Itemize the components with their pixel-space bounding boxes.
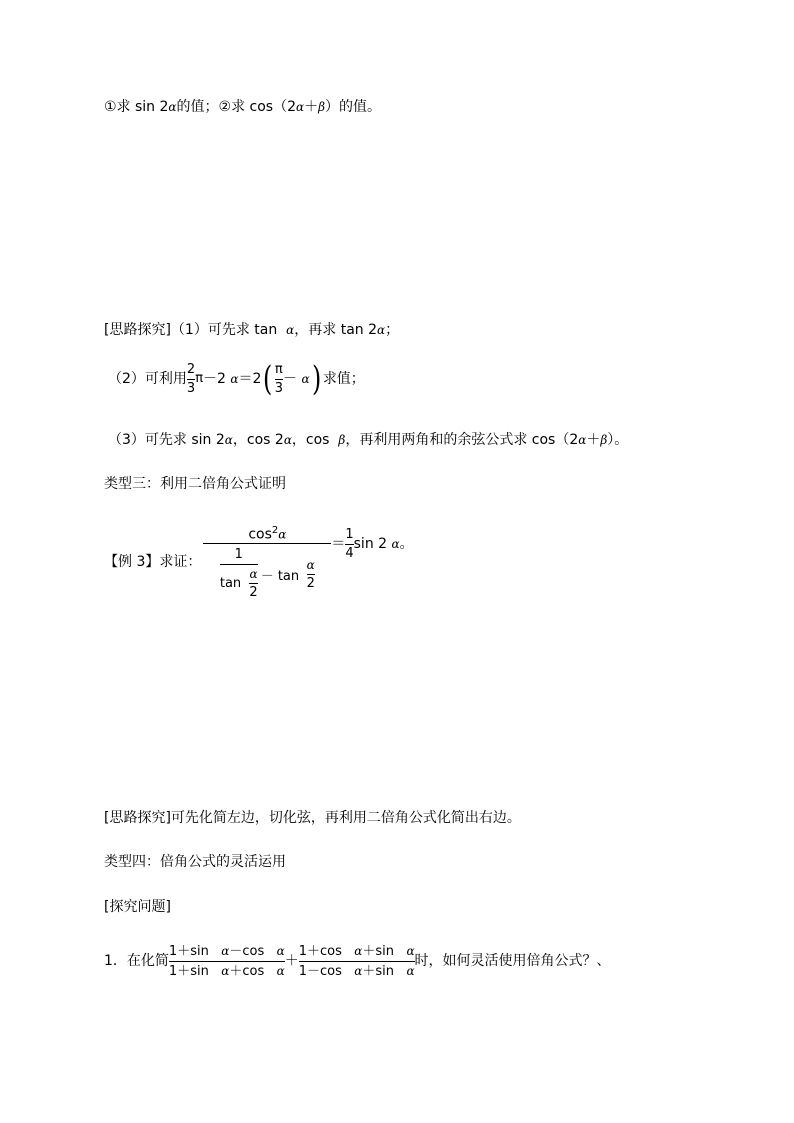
- alpha-symbol: α: [406, 963, 415, 978]
- alpha-symbol: α: [230, 372, 239, 386]
- denominator: [169, 962, 285, 981]
- denominator: [299, 962, 415, 981]
- alpha-symbol: α: [301, 372, 310, 386]
- denominator: 3: [186, 380, 196, 396]
- text: ；: [385, 322, 400, 338]
- section-title-type4: [104, 852, 286, 872]
- alpha-symbol: α: [306, 557, 315, 572]
- explore-title: [104, 897, 171, 917]
- alpha-symbol: α: [278, 527, 287, 542]
- text: [探究问题]: [104, 899, 171, 915]
- text: ＋: [586, 432, 601, 448]
- text: （3）可先求 sin 2: [108, 432, 225, 448]
- example-3: [104, 512, 414, 612]
- alpha-symbol: α: [221, 963, 230, 978]
- text: 类型三：利用二倍角公式证明: [104, 476, 286, 492]
- half-alpha: [307, 556, 315, 593]
- text: 时，如何灵活使用倍角公式？、: [414, 953, 611, 969]
- text: ，cos: [291, 432, 330, 448]
- denominator: 2: [306, 575, 315, 591]
- alpha-symbol: α: [377, 323, 386, 337]
- beta-symbol: β: [600, 433, 608, 447]
- hint-line-3: [108, 430, 628, 450]
- alpha-symbol: α: [286, 323, 295, 337]
- pi-symbol: π: [195, 371, 204, 386]
- right-paren: ): [311, 359, 321, 399]
- text: ，cos 2: [232, 432, 284, 448]
- text: [思路探究]可先化简左边，切化弦，再利用二倍角公式化简出右边。: [104, 810, 521, 826]
- text: 【例 3】求证：: [104, 554, 202, 570]
- text: 1＋cos: [298, 943, 342, 959]
- text: ）。: [607, 432, 629, 448]
- text: －cos: [229, 943, 265, 959]
- inner-fraction: [220, 546, 258, 602]
- alpha-symbol: α: [249, 567, 258, 582]
- denominator: 2: [249, 585, 258, 601]
- text: 1．在化简: [104, 953, 169, 969]
- text: 1－cos: [298, 963, 342, 979]
- denominator: [220, 546, 315, 602]
- text: ①求 sin 2: [104, 99, 169, 115]
- text: ＋cos: [229, 963, 265, 979]
- numerator: 1: [345, 526, 354, 542]
- denominator: 3: [274, 380, 283, 396]
- beta-symbol: β: [338, 433, 346, 447]
- alpha-symbol: α: [283, 433, 292, 447]
- alpha-symbol: α: [354, 943, 363, 958]
- question-line: [104, 97, 381, 117]
- fraction-bar: [203, 543, 331, 544]
- text: （2）可利用: [108, 371, 187, 387]
- beta-symbol: β: [318, 100, 326, 114]
- hint-line-1: [104, 320, 399, 340]
- text: ，再利用两角和的余弦公式求 cos（2: [345, 432, 579, 448]
- fraction-quarter: [345, 526, 353, 563]
- numerator: [299, 942, 415, 961]
- alpha-symbol: α: [221, 943, 230, 958]
- text: sin 2: [353, 536, 388, 552]
- denominator: [220, 565, 258, 602]
- text: －: [282, 371, 297, 387]
- fraction-2: [299, 942, 415, 981]
- alpha-symbol: α: [354, 963, 363, 978]
- main-fraction: [203, 522, 331, 603]
- text: 求值；: [322, 371, 365, 387]
- text: ）的值。: [325, 99, 382, 115]
- denominator: 4: [345, 545, 354, 561]
- text: 的值；②求 cos（2: [176, 99, 296, 115]
- fraction-1: [169, 942, 285, 981]
- alpha-symbol: α: [406, 943, 415, 958]
- text: ＋sin: [362, 943, 395, 959]
- text: 类型四：倍角公式的灵活运用: [104, 854, 286, 870]
- numerator: [169, 942, 285, 961]
- text: ＝: [331, 536, 346, 552]
- alpha-symbol: α: [391, 537, 400, 551]
- alpha-symbol: α: [168, 100, 177, 114]
- question-1: [104, 938, 611, 984]
- text: ＋sin: [362, 963, 395, 979]
- alpha-symbol: α: [224, 433, 233, 447]
- alpha-symbol: α: [296, 100, 305, 114]
- text: 。: [399, 536, 414, 552]
- alpha-symbol: α: [578, 433, 587, 447]
- text: －2: [203, 371, 226, 387]
- half-alpha: [249, 565, 257, 602]
- text: [思路探究]（1）可先求 tan: [104, 322, 278, 338]
- text: tan: [219, 575, 242, 591]
- text: － tan: [260, 568, 300, 584]
- numerator: 1: [234, 547, 243, 563]
- hint-line-4: [104, 808, 521, 828]
- text: ＋: [284, 953, 299, 969]
- text: 1＋sin: [168, 963, 209, 979]
- text: 1＋sin: [168, 943, 209, 959]
- alpha-symbol: α: [276, 943, 285, 958]
- fraction-pi-third: [275, 361, 283, 398]
- fraction-two-thirds: [187, 361, 195, 398]
- superscript: 2: [271, 524, 279, 536]
- alpha-symbol: α: [276, 963, 285, 978]
- hint-line-2: [108, 357, 365, 401]
- numerator: π: [274, 361, 283, 377]
- section-title-type3: [104, 474, 286, 494]
- left-paren: (: [263, 359, 273, 399]
- text: ，再求 tan 2: [294, 322, 377, 338]
- text: ＝2: [238, 371, 262, 387]
- text: ＋: [304, 99, 319, 115]
- numerator: [244, 522, 290, 544]
- numerator: 2: [186, 361, 196, 377]
- text: cos: [248, 526, 272, 543]
